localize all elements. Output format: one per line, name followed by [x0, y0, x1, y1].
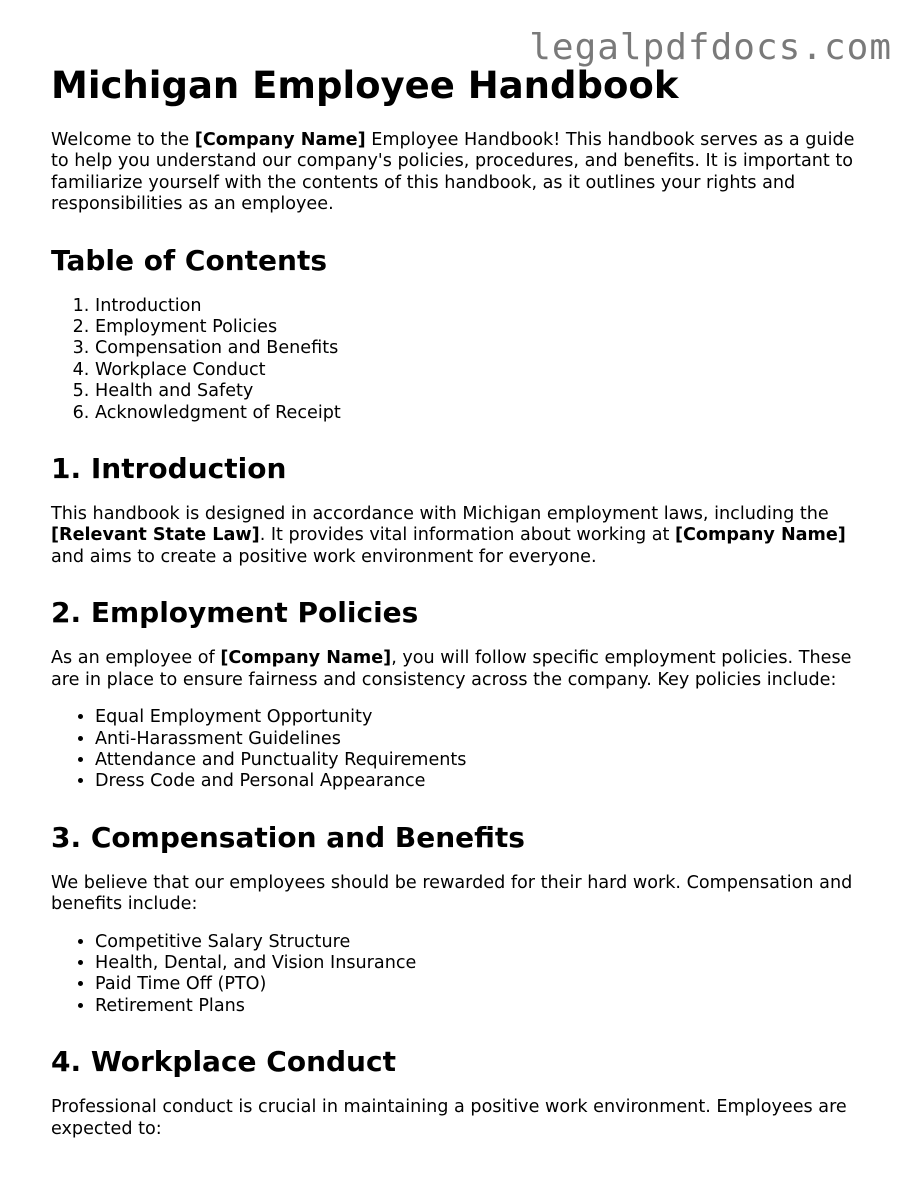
list-item: • Attendance and Punctuality Requirements	[95, 750, 871, 771]
toc-item: 3. Compensation and Benefits	[95, 338, 871, 359]
workplace-conduct-paragraph: Professional conduct is crucial in maintaining a positive work environment. Employees are expected to:	[51, 1097, 847, 1139]
toc-item: 6. Acknowledgment of Receipt	[95, 403, 871, 424]
intro-text-end: Employee Handbook! This handbook serves as a guide to help you understand our company's policies, procedures, and benefits. It is important to familiarize yourself with the contents of this handbook, as it outlines your rights and responsibilities as an employee.	[51, 130, 855, 215]
toc-list	[51, 296, 871, 424]
company-name-placeholder: [Company Name]	[220, 648, 392, 669]
intro-text-start: Welcome to the	[51, 130, 195, 150]
list-item: • Paid Time Off (PTO)	[95, 974, 871, 995]
list-item: • Competitive Salary Structure	[95, 932, 871, 953]
toc-item: 5. Health and Safety	[95, 381, 871, 402]
introduction-text: . It provides vital information about working at	[259, 525, 675, 546]
company-name-placeholder: [Company Name]	[674, 525, 846, 546]
employment-policies-text: , you will follow specific employment policies. These are in place to ensure fairness and consistency across the company. Key policies include:	[51, 648, 852, 690]
section-heading-compensation: 3. Compensation and Benefits	[51, 820, 525, 854]
list-item: • Retirement Plans	[95, 996, 871, 1017]
watermark-text: legalpdfdocs.com	[529, 27, 892, 68]
list-item: • Equal Employment Opportunity	[95, 707, 871, 728]
list-item: • Dress Code and Personal Appearance	[95, 771, 871, 792]
toc-item: 4. Workplace Conduct	[95, 360, 871, 381]
compensation-list	[51, 932, 871, 1018]
section-heading-workplace-conduct: 4. Workplace Conduct	[51, 1045, 396, 1079]
list-item: • Health, Dental, and Vision Insurance	[95, 953, 871, 974]
section-heading-introduction: 1. Introduction	[51, 452, 287, 486]
introduction-paragraph	[51, 504, 871, 568]
employment-policies-list	[51, 707, 871, 793]
compensation-paragraph: We believe that our employees should be rewarded for their hard work. Compensation and benefits include:	[51, 872, 853, 915]
section-heading-employment-policies: 2. Employment Policies	[51, 596, 419, 630]
document-body	[51, 62, 871, 1168]
state-law-placeholder: [Relevant State Law]	[51, 525, 260, 546]
employment-policies-text: As an employee of	[51, 648, 221, 669]
toc-item: 2. Employment Policies	[95, 317, 871, 338]
toc-item: 1. Introduction	[95, 296, 871, 317]
company-name-placeholder: [Company Name]	[194, 130, 366, 150]
intro-paragraph	[51, 130, 871, 216]
page-title: Michigan Employee Handbook	[51, 64, 679, 107]
introduction-text: and aims to create a positive work environment for everyone.	[51, 546, 597, 567]
toc-heading: Table of Contents	[51, 243, 328, 277]
employment-policies-paragraph	[51, 648, 871, 691]
list-item: • Anti-Harassment Guidelines	[95, 729, 871, 750]
introduction-text: This handbook is designed in accordance with Michigan employment laws, including the	[51, 504, 829, 525]
